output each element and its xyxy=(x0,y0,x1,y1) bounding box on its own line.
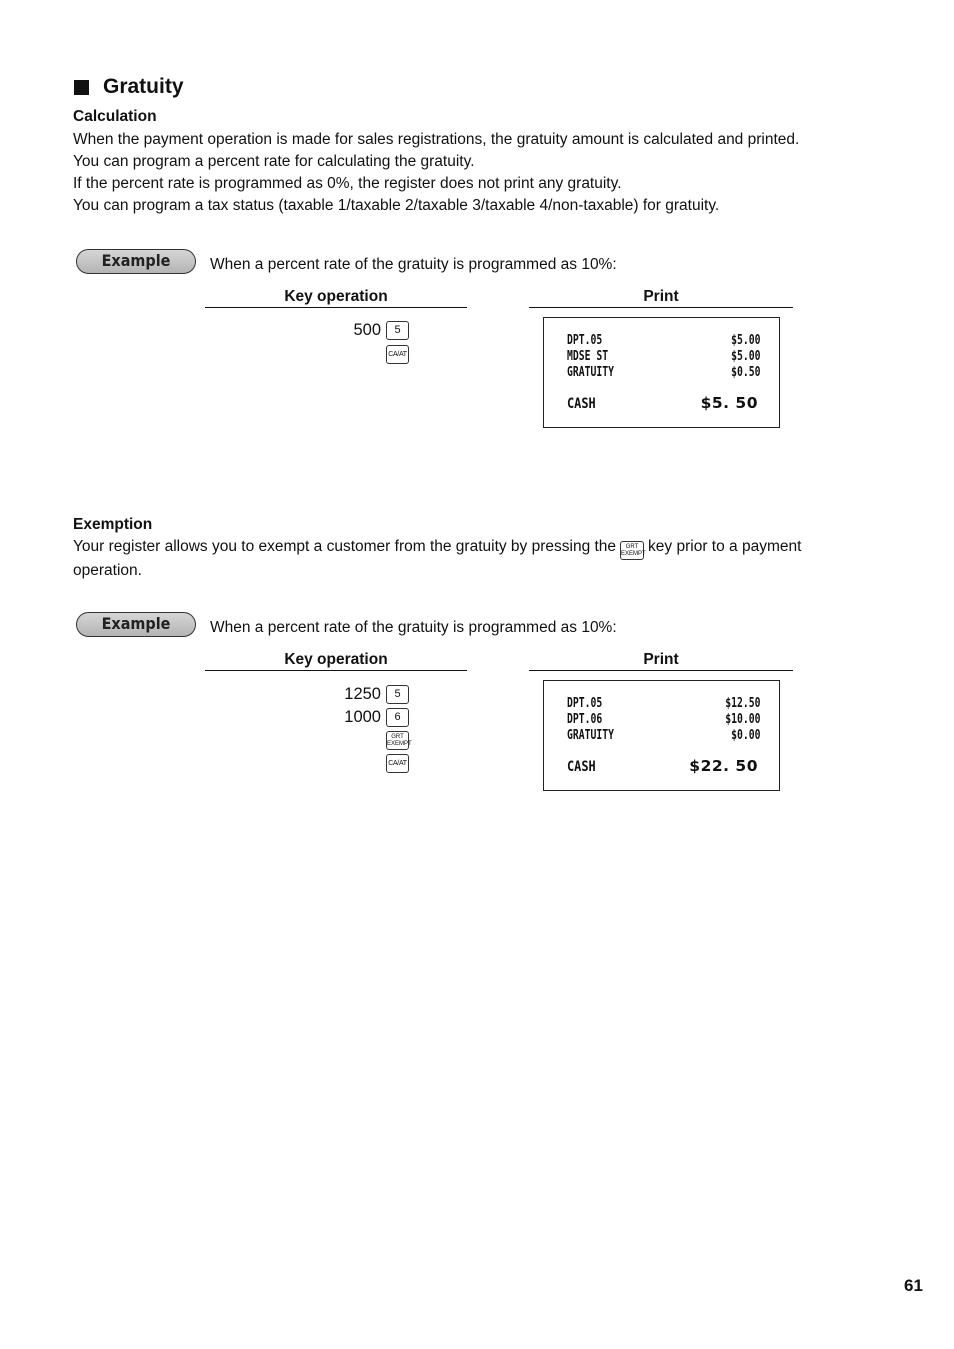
square-bullet-icon xyxy=(74,80,89,95)
calculation-line: If the percent rate is programmed as 0%, the register does not print any gratuity. xyxy=(73,175,622,192)
department-key: 5 xyxy=(386,685,409,704)
receipt-amount: $5.00 xyxy=(731,349,761,364)
exemption-text xyxy=(73,536,873,582)
key-step xyxy=(386,731,412,750)
key-operation-header: Key operation xyxy=(205,288,467,308)
exemption-text-before: Your register allows you to exempt a customer from the gratuity by pressing the xyxy=(73,538,617,555)
receipt-line xyxy=(567,333,761,348)
receipt-line xyxy=(567,696,761,711)
receipt-line xyxy=(567,728,761,743)
entry-number: 1000 xyxy=(344,708,381,726)
receipt-amount: $5.00 xyxy=(731,333,761,348)
entry-number: 500 xyxy=(353,321,381,339)
section-title xyxy=(74,75,184,99)
cash-key: CA/AT xyxy=(386,345,409,364)
receipt-print xyxy=(543,317,780,428)
receipt-amount: $0.00 xyxy=(731,728,761,743)
receipt-total-label: CASH xyxy=(567,396,596,412)
receipt-amount: $0.50 xyxy=(731,365,761,380)
receipt-line xyxy=(567,365,761,380)
grt-exempt-key: GRT EXEMPT xyxy=(386,731,409,750)
key-step xyxy=(386,345,409,364)
receipt-line xyxy=(567,349,761,364)
receipt-print xyxy=(543,680,780,791)
receipt-line xyxy=(567,712,761,727)
exemption-heading: Exemption xyxy=(73,516,153,533)
key-operation-header: Key operation xyxy=(205,651,467,671)
receipt-amount: $12.50 xyxy=(725,696,761,711)
key-step xyxy=(353,321,409,340)
example-badge: Example xyxy=(76,249,196,274)
key-step xyxy=(344,685,409,704)
receipt-total-label: CASH xyxy=(567,759,596,775)
receipt-label: DPT.05 xyxy=(567,333,603,348)
entry-number: 1250 xyxy=(344,685,381,703)
receipt-total xyxy=(567,394,758,412)
example-description: When a percent rate of the gratuity is programmed as 10%: xyxy=(210,619,617,636)
example-description: When a percent rate of the gratuity is programmed as 10%: xyxy=(210,256,617,273)
example-badge: Example xyxy=(76,612,196,637)
department-key: 6 xyxy=(386,708,409,727)
receipt-amount: $10.00 xyxy=(725,712,761,727)
grt-exempt-key: GRT EXEMPT xyxy=(620,541,644,560)
print-header: Print xyxy=(529,288,793,308)
section-title-text: Gratuity xyxy=(103,75,184,98)
calculation-line: When the payment operation is made for sales registrations, the gratuity amount is calculated and printed. xyxy=(73,131,800,148)
cash-key: CA/AT xyxy=(386,754,409,773)
calculation-line: You can program a percent rate for calculating the gratuity. xyxy=(73,153,475,170)
department-key: 5 xyxy=(386,321,409,340)
receipt-label: MDSE ST xyxy=(567,349,609,364)
page-number: 61 xyxy=(904,1276,923,1295)
receipt-total xyxy=(567,757,758,775)
receipt-label: GRATUITY xyxy=(567,365,614,380)
print-header: Print xyxy=(529,651,793,671)
exemption-text-line2: operation. xyxy=(73,562,142,579)
key-step xyxy=(386,754,409,773)
calculation-line: You can program a tax status (taxable 1/taxable 2/taxable 3/taxable 4/non-taxable) for gratuity. xyxy=(73,197,720,214)
calculation-text xyxy=(73,129,893,217)
receipt-total-amount: $22. 50 xyxy=(689,757,758,775)
exemption-text-after: key prior to a payment xyxy=(648,538,802,555)
receipt-label: GRATUITY xyxy=(567,728,614,743)
receipt-total-amount: $5. 50 xyxy=(700,394,758,412)
receipt-label: DPT.05 xyxy=(567,696,603,711)
key-step xyxy=(344,708,409,727)
calculation-heading: Calculation xyxy=(73,108,157,125)
receipt-label: DPT.06 xyxy=(567,712,603,727)
